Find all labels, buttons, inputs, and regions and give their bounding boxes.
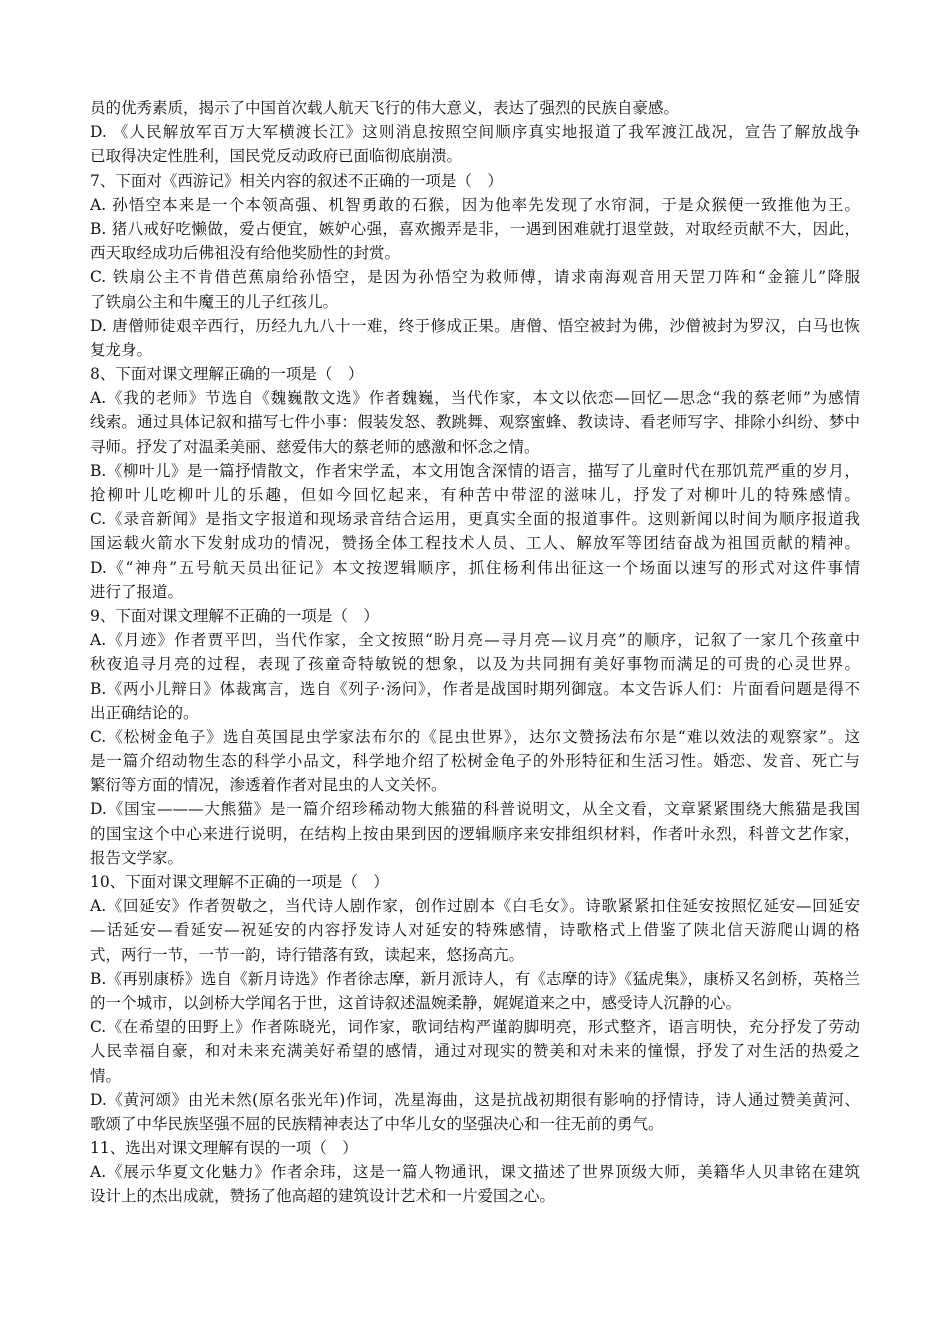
text-line: 的一个城市，以剑桥大学闻名于世，这首诗叙述温婉柔静，娓娓道来之中，感受诗人沉静的心。 (90, 993, 742, 1012)
text-line: 繁衍等方面的情况，渗透着作者对昆虫的人文关怀。 (90, 776, 447, 795)
text-line: 7、下面对《西游记》相关内容的叙述不正确的一项是（ ） (90, 171, 503, 190)
text-line: A.《我的老师》节选自《魏巍散文选》作者魏巍，当代作家，本文以依恋—回忆—思念“我的蔡老师”为感情 (90, 389, 860, 408)
text-line: 进行了报道。 (90, 582, 184, 601)
text-line: 寻师。抒发了对温柔美丽、慈爱伟大的蔡老师的感激和怀念之情。 (90, 437, 540, 456)
text-line: B.《两小儿辩日》体裁寓言，选自《列子·汤问》，作者是战国时期列御寇。本文告诉人们：片面看问题是得不 (90, 679, 860, 698)
text-line: 歌颂了中华民族坚强不屈的民族精神表达了中华儿女的坚强决心和一往无前的勇气。 (90, 1114, 664, 1133)
text-line: A.《月迹》作者贾平凹，当代作家，全文按照“盼月亮—寻月亮—议月亮”的顺序，记叙了一家几个孩童中 (90, 631, 860, 650)
text-line: 11、选出对课文理解有误的一项（ ） (90, 1139, 358, 1158)
text-line: 秋夜追寻月亮的过程，表现了孩童奇特敏锐的想象，以及为共同拥有美好事物而满足的可贵的心灵世界。 (90, 655, 860, 674)
text-line: 是一篇介绍动物生态的科学小品文，科学地介绍了松树金龟子的外形特征和生活习性。婚恋、发音、死亡与 (90, 752, 860, 771)
text-line: 报告文学家。 (90, 848, 184, 867)
text-line: 复龙身。 (90, 340, 153, 359)
text-line: 设计上的杰出成就，赞扬了他高超的建筑设计艺术和一片爱国之心。 (90, 1187, 556, 1206)
text-line: D.《国宝———大熊猫》是一篇介绍珍稀动物大熊猫的科普说明文，从全文看，文章紧紧围绕大熊猫是我国 (90, 800, 860, 819)
text-line: D. 《人民解放军百万大军横渡长江》这则消息按照空间顺序真实地报道了我军渡江战况，宣告了解放战争 (90, 123, 860, 142)
text-line: D. 唐僧师徒艰辛西行，历经九九八十一难，终于修成正果。唐僧、悟空被封为佛，沙僧被封为罗汉，白马也恢 (90, 316, 860, 335)
text-line: 国运载火箭水下发射成功的情况，赞扬全体工程技术人员、工人、解放军等团结奋战为祖国贡献的精神。 (90, 534, 860, 553)
text-line: —话延安—看延安—祝延安的内容抒发诗人对延安的特殊感情，诗歌格式上借鉴了陕北信天游爬山调的格 (90, 921, 860, 940)
text-line: A.《展示华夏文化魅力》作者余玮，这是一篇人物通讯，课文描述了世界顶级大师，美籍华人贝聿铭在建筑 (90, 1163, 860, 1182)
text-line: 线索。通过具体记叙和描写七件小事：假装发怒、教跳舞、观察蜜蜂、教读诗、看老师写字、排除小纠纷、梦中 (90, 413, 860, 432)
text-line: B.《再别康桥》选自《新月诗选》作者徐志摩，新月派诗人，有《志摩的诗》《猛虎集》，康桥又名剑桥，英格兰 (90, 969, 860, 988)
text-line: 情。 (90, 1066, 122, 1085)
text-line: C. 铁扇公主不肯借芭蕉扇给孙悟空，是因为孙悟空为救师傅，请求南海观音用天罡刀阵和“金箍儿”降服 (90, 268, 860, 287)
text-line: C.《松树金龟子》选自英国昆虫学家法布尔的《昆虫世界》，达尔文赞扬法布尔是“难以效法的观察家”。这 (90, 727, 860, 746)
text-line: D.《黄河颂》由光未然(原名张光年)作词，冼星海曲，这是抗战初期很有影响的抒情诗，诗人通过赞美黄河、 (90, 1090, 860, 1109)
text-line: A. 孙悟空本来是一个本领高强、机智勇敢的石猴，因为他率先发现了水帘洞，于是众猴便一致推他为王。 (90, 195, 860, 214)
text-line: 西天取经成功后佛祖没有给他奖励性的封赏。 (90, 244, 401, 263)
text-line: 已取得决定性胜利，国民党反动政府已面临彻底崩溃。 (90, 147, 463, 166)
text-line: 9、下面对课文理解不正确的一项是（ ） (90, 606, 379, 625)
text-line: C.《在希望的田野上》作者陈晓光，词作家，歌词结构严谨韵脚明亮，形式整齐，语言明快，充分抒发了劳动 (90, 1018, 860, 1037)
text-line: D.《“神舟”五号航天员出征记》本文按逻辑顺序，抓住杨利伟出征这一个场面以速写的形式对这件事情 (90, 558, 860, 577)
text-line: 员的优秀素质，揭示了中国首次载人航天飞行的伟大意义，表达了强烈的民族自豪感。 (90, 99, 680, 117)
text-line: 出正确结论的。 (90, 703, 199, 722)
text-line: 人民幸福自豪，和对未来充满美好希望的感情，通过对现实的赞美和对未来的憧憬，抒发了对生活的热爱之 (90, 1042, 860, 1061)
text-line: 了铁扇公主和牛魔王的儿子红孩儿。 (90, 292, 339, 311)
text-line: B. 猪八戒好吃懒做，爱占便宜，嫉妒心强，喜欢搬弄是非，一遇到困难就打退堂鼓，对取经贡献不大，因此， (90, 219, 860, 238)
text-line: 抢柳叶儿吃柳叶儿的乐趣，但如今回忆起来，有种苦中带涩的滋味儿，抒发了对柳叶儿的特殊感情。 (90, 486, 860, 504)
text-line: 式，两行一节，一节一韵，诗行错落有致，读起来，悠扬高亢。 (90, 945, 525, 964)
text-line: A.《回延安》作者贺敬之，当代诗人剧作家，创作过剧本《白毛女》。诗歌紧紧扣住延安按照忆延安—回延安 (90, 897, 860, 916)
text-line: C.《录音新闻》是指文字报道和现场录音结合运用，更真实全面的报道事件。这则新闻以时间为顺序报道我 (90, 510, 860, 529)
text-line: 10、下面对课文理解不正确的一项是（ ） (90, 873, 389, 891)
text-line: 的国宝这个中心来进行说明，在结构上按由果到因的逻辑顺序来安排组织材料，作者叶永烈，科普文艺作家， (90, 824, 860, 843)
text-line: 8、下面对课文理解正确的一项是（ ） (90, 365, 364, 384)
text-line: B.《柳叶儿》是一篇抒情散文，作者宋学孟，本文用饱含深情的语言，描写了儿童时代在那饥荒严重的岁月， (90, 461, 860, 480)
